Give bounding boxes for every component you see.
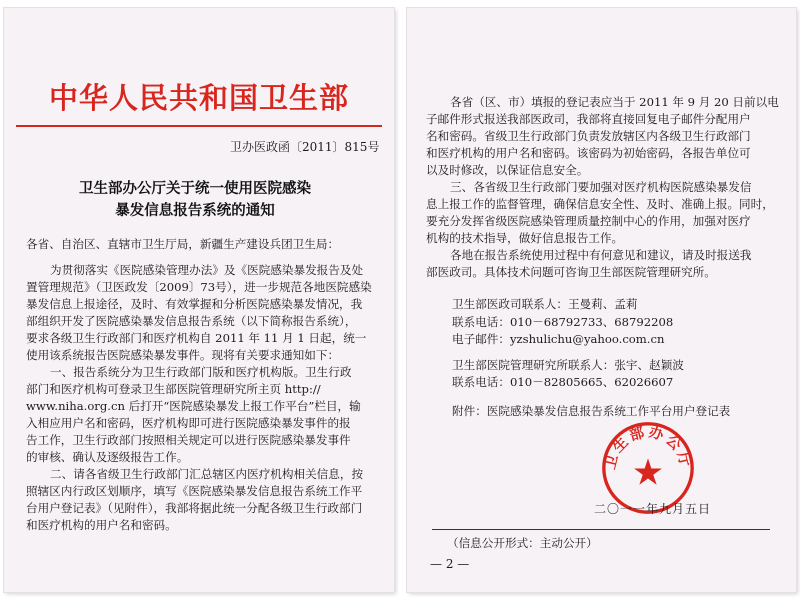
body-line: 台用户登记表》（见附件），我部将据此统一分配各级卫生行政部门 xyxy=(26,501,363,515)
body-line: www.niha.org.cn 后打开“医院感染暴发上报工作平台”栏目，输 xyxy=(26,399,361,413)
body-line: 置管理规范》（卫医政发〔2009〕73号），进一步规范各地医院感染 xyxy=(26,280,372,294)
body-line: 部组织开发了医院感染暴发信息报告系统（以下简称报告系统）， xyxy=(26,314,357,328)
body-line: 一、报告系统分为卫生行政部门版和医疗机构版。卫生行政 xyxy=(50,365,352,379)
body-line: 以及时修改，以保证信息安全。 xyxy=(426,163,589,177)
body-line: 二、请各省级卫生行政部门汇总辖区内医疗机构相关信息，按 xyxy=(50,467,364,481)
body-line: 息上报工作的监督管理，确保信息安全性、及时、准确上报。同时， xyxy=(426,197,774,211)
body-line: 照辖区内行政区划顺序，填写《医院感染暴发信息报告系统工作平 xyxy=(26,484,363,498)
body-line: 各地在报告系统使用过程中有何意见和建议，请及时报送我 xyxy=(450,248,752,262)
body-line: 要充分发挥省级医院感染管理质量控制中心的作用，加强对医疗 xyxy=(426,214,751,228)
body-line: 机构的技术指导，做好信息报告工作。 xyxy=(426,231,624,245)
body-line: 部门和医疗机构可登录卫生部医院管理研究所主页 http:// xyxy=(26,382,321,396)
issue-date: 二〇一一年九月五日 xyxy=(594,502,712,516)
body-line: 名和密码。省级卫生行政部门负责发放辖区内各级卫生行政部门 xyxy=(426,129,751,143)
body-line: 使用该系统报告医院感染暴发事件。现将有关要求通知如下： xyxy=(26,348,340,362)
contact-block xyxy=(452,296,684,392)
addressee-line: 各省、自治区、直辖市卫生厅局，新疆生产建设兵团卫生局： xyxy=(26,237,340,251)
svg-text:卫生部办公厅: 卫生部办公厅 xyxy=(602,424,694,472)
attachment-line: 附件：医院感染暴发信息报告系统工作平台用户登记表 xyxy=(452,404,731,418)
body-text-left xyxy=(26,262,374,534)
body-line: 告工作，卫生行政部门按照相关规定可以进行医院感染暴发事件 xyxy=(26,433,351,447)
body-line: 和医疗机构的用户名和密码。该密码为初始密码，各报告单位可 xyxy=(426,146,751,160)
footer-rule xyxy=(432,529,770,530)
body-line: 部医政司。具体技术问题可咨询卫生部医院管理研究所。 xyxy=(426,265,716,279)
notice-title xyxy=(40,178,350,222)
contact-person-line: 卫生部医院管理研究所联系人：张宇、赵颖波 xyxy=(452,357,684,372)
contact-person-line: 卫生部医政司联系人：王曼莉、孟莉 xyxy=(452,297,638,311)
notice-title-line: 暴发信息报告系统的通知 xyxy=(115,202,275,219)
body-line: 各省（区、市）填报的登记表应当于 2011 年 9 月 20 日前以电 xyxy=(450,95,779,109)
document-number: 卫办医政函〔2011〕815号 xyxy=(230,140,380,154)
contact-phone-line: 联系电话：010－82805665、62026607 xyxy=(452,375,674,389)
body-line: 要求各级卫生行政部门和医疗机构自 2011 年 11 月 1 日起，统一 xyxy=(26,331,367,345)
publication-form: （信息公开形式：主动公开） xyxy=(447,536,598,550)
body-line: 为贯彻落实《医院感染管理办法》及《医院感染暴发报告及处 xyxy=(50,263,364,277)
body-line: 的审核、确认及逐级报告工作。 xyxy=(26,450,189,464)
body-text-right xyxy=(426,94,779,281)
letterhead-title: 中华人民共和国卫生部 xyxy=(48,81,349,115)
contact-phone-line: 联系电话：010－68792733、68792208 xyxy=(452,314,674,329)
contact-email-line: 电子邮件：yzshulichu@yahoo.com.cn xyxy=(452,332,665,346)
body-line: 暴发信息上报途径，及时、有效掌握和分析医院感染暴发情况，我 xyxy=(26,297,363,311)
body-line: 和医疗机构的用户名和密码。 xyxy=(26,518,177,532)
notice-title-line: 卫生部办公厅关于统一使用医院感染 xyxy=(79,180,311,197)
letterhead-red-rule xyxy=(16,125,382,127)
page-number: — 2 — xyxy=(430,557,470,571)
body-line: 子邮件形式报送我部医政司，我部将直接回复电子邮件分配用户 xyxy=(426,112,751,126)
body-line: 三、各省级卫生行政部门要加强对医疗机构医院感染暴发信 xyxy=(450,180,752,194)
body-line: 入相应用户名和密码，医疗机构即可进行医院感染暴发事件的报 xyxy=(26,416,351,430)
